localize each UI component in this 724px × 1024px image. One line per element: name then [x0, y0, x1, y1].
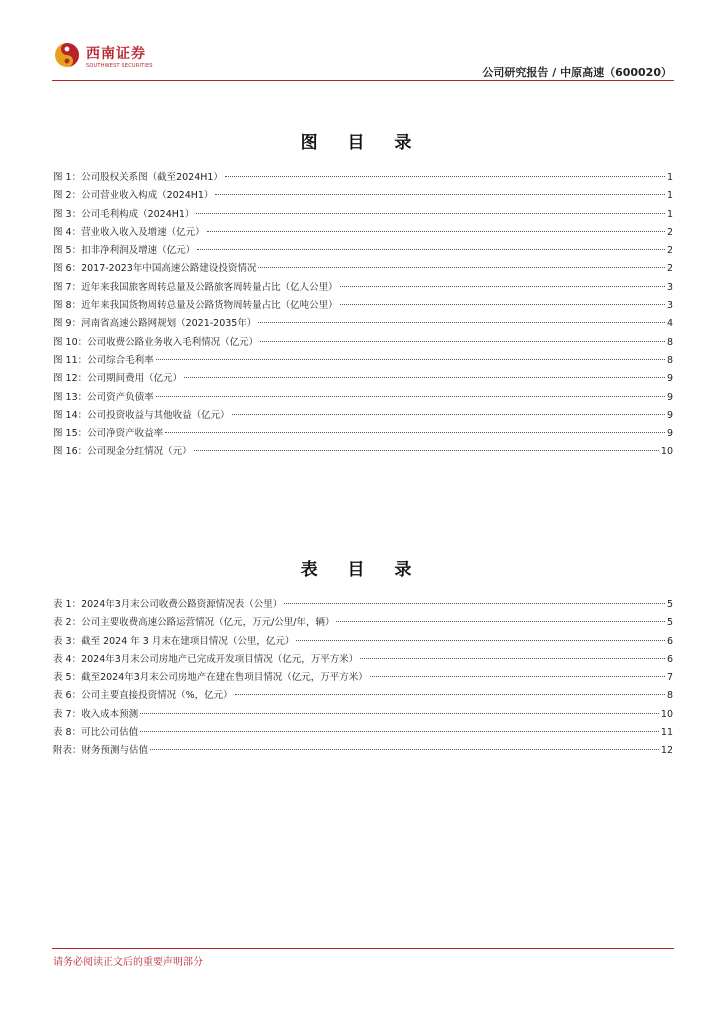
toc-leader-dots: [340, 304, 665, 305]
toc-entry[interactable]: [53, 425, 673, 443]
toc-entry-page: 4: [666, 318, 673, 330]
toc-leader-dots: [165, 432, 665, 433]
toc-entry-page: 8: [666, 690, 673, 702]
toc-entry-page: 5: [666, 599, 673, 610]
toc-leader-dots: [194, 450, 659, 451]
toc-entry-label: 表 7：收入成本预测: [53, 708, 139, 720]
toc-entry-label: 表 1：2024年3月末公司收费公路资源情况表（公里）: [53, 599, 283, 610]
toc-entry-page: 2: [666, 245, 673, 257]
toc-leader-dots: [225, 176, 665, 177]
toc-entry-page: 2: [666, 263, 673, 275]
toc-entry-page: 10: [660, 708, 673, 720]
toc-entry[interactable]: [53, 169, 673, 187]
toc-entry-label: 图 16：公司现金分红情况（元）: [53, 446, 192, 458]
toc-entry-label: 图 12：公司期间费用（亿元）: [53, 373, 183, 385]
toc-entry-label: 表 5：截至2024年3月末公司房地产在建在售项目情况（亿元，万平方米）: [53, 672, 368, 684]
toc-entry[interactable]: [53, 614, 673, 632]
toc-entry-page: 9: [666, 409, 673, 421]
toc-entry[interactable]: [53, 224, 673, 242]
toc-entry-label: 图 8：近年来我国货物周转总量及公路货物周转量占比（亿吨公里）: [53, 300, 338, 312]
toc-entry[interactable]: [53, 279, 673, 297]
toc-leader-dots: [156, 359, 665, 360]
toc-entry[interactable]: [53, 206, 673, 224]
footer-divider: [52, 948, 674, 949]
toc-entry[interactable]: [53, 315, 673, 333]
toc-entry-page: 9: [666, 373, 673, 385]
toc-entry-page: 9: [666, 391, 673, 403]
toc-leader-dots: [140, 731, 659, 732]
toc-entry-page: 6: [666, 635, 673, 647]
toc-leader-dots: [156, 396, 665, 397]
toc-entry-page: 3: [666, 281, 673, 293]
toc-entry-label: 图 6：2017-2023年中国高速公路建设投资情况: [53, 263, 257, 275]
toc-entry-label: 表 4：2024年3月末公司房地产已完成开发项目情况（亿元，万平方米）: [53, 653, 359, 665]
toc-leader-dots: [235, 694, 665, 695]
toc-entry-page: 9: [666, 428, 673, 440]
toc-entry-page: 1: [666, 208, 673, 220]
southwest-securities-logo-icon: [54, 42, 80, 68]
toc-entry-label: 图 3：公司毛利构成（2024H1）: [53, 208, 195, 220]
toc-entry[interactable]: [53, 443, 673, 461]
figure-list: [53, 169, 673, 462]
toc-leader-dots: [336, 621, 664, 622]
toc-entry-label: 图 14：公司投资收益与其他收益（亿元）: [53, 409, 230, 421]
toc-entry[interactable]: [53, 334, 673, 352]
table-list-title: 表 目 录: [300, 560, 424, 580]
toc-entry[interactable]: [53, 596, 673, 614]
toc-entry-label: 表 2：公司主要收费高速公路运营情况（亿元，万元/公里/年，辆）: [53, 617, 335, 629]
toc-leader-dots: [150, 749, 659, 750]
toc-entry-page: 10: [660, 446, 673, 458]
toc-entry-label: 图 7：近年来我国旅客周转总量及公路旅客周转量占比（亿人公里）: [53, 281, 338, 293]
toc-entry-label: 图 13：公司资产负债率: [53, 391, 154, 403]
toc-entry-label: 图 5：扣非净利润及增速（亿元）: [53, 245, 196, 257]
toc-entry[interactable]: [53, 187, 673, 205]
toc-entry-page: 3: [666, 300, 673, 312]
toc-entry[interactable]: [53, 242, 673, 260]
toc-entry-label: 表 8：可比公司估值: [53, 727, 139, 739]
toc-leader-dots: [197, 249, 665, 250]
toc-entry[interactable]: [53, 651, 673, 669]
table-list: [53, 596, 673, 761]
toc-entry[interactable]: [53, 407, 673, 425]
toc-entry-page: 11: [660, 727, 673, 739]
toc-entry-label: 图 15：公司净资产收益率: [53, 428, 164, 440]
toc-entry[interactable]: [53, 742, 673, 760]
toc-entry-label: 图 2：公司营业收入构成（2024H1）: [53, 190, 214, 202]
toc-leader-dots: [284, 603, 665, 604]
toc-entry[interactable]: [53, 260, 673, 278]
toc-leader-dots: [184, 377, 665, 378]
toc-entry-page: 5: [666, 617, 673, 629]
toc-leader-dots: [207, 231, 665, 232]
toc-entry[interactable]: [53, 352, 673, 370]
toc-entry-page: 6: [666, 653, 673, 665]
toc-entry-label: 图 1：公司股权关系图（截至2024H1）: [53, 172, 223, 183]
toc-entry-label: 表 6：公司主要直接投资情况（%，亿元）: [53, 690, 233, 702]
toc-entry[interactable]: [53, 389, 673, 407]
toc-entry-page: 8: [666, 354, 673, 366]
toc-leader-dots: [215, 194, 665, 195]
toc-entry-page: 8: [666, 336, 673, 348]
brand-name-cn: 西南证券: [86, 46, 146, 62]
footer-disclaimer: 请务必阅读正文后的重要声明部分: [53, 957, 203, 968]
toc-leader-dots: [360, 658, 665, 659]
toc-leader-dots: [296, 640, 665, 641]
toc-entry-page: 7: [666, 672, 673, 684]
header-divider: [52, 80, 674, 81]
toc-entry[interactable]: [53, 706, 673, 724]
toc-entry-label: 图 10：公司收费公路业务收入毛利情况（亿元）: [53, 336, 259, 348]
toc-entry-page: 2: [666, 226, 673, 238]
toc-leader-dots: [258, 267, 665, 268]
toc-entry-page: 12: [660, 745, 673, 757]
toc-entry-page: 1: [666, 172, 673, 183]
toc-entry-label: 图 4：营业收入收入及增速（亿元）: [53, 226, 205, 238]
toc-leader-dots: [260, 341, 665, 342]
toc-entry-label: 图 9：河南省高速公路网规划（2021-2035年）: [53, 318, 257, 330]
brand-name-en: SOUTHWEST SECURITIES: [86, 63, 153, 69]
toc-leader-dots: [370, 676, 665, 677]
toc-leader-dots: [340, 286, 665, 287]
toc-entry-label: 图 11：公司综合毛利率: [53, 354, 154, 366]
toc-entry[interactable]: [53, 370, 673, 388]
toc-entry-label: 附表：财务预测与估值: [53, 745, 149, 757]
toc-leader-dots: [232, 414, 665, 415]
toc-entry[interactable]: [53, 687, 673, 705]
toc-leader-dots: [258, 322, 665, 323]
toc-entry[interactable]: [53, 297, 673, 315]
report-info: 公司研究报告 / 中原高速（600020）: [482, 66, 672, 79]
toc-entry-label: 表 3：截至 2024 年 3 月末在建项目情况（公里，亿元）: [53, 635, 295, 647]
toc-leader-dots: [196, 213, 665, 214]
page-header: [0, 0, 724, 82]
figure-list-title: 图 目 录: [300, 133, 424, 153]
toc-entry-page: 1: [666, 190, 673, 202]
toc-entry[interactable]: [53, 724, 673, 742]
toc-leader-dots: [140, 713, 659, 714]
toc-entry[interactable]: [53, 633, 673, 651]
toc-entry[interactable]: [53, 669, 673, 687]
